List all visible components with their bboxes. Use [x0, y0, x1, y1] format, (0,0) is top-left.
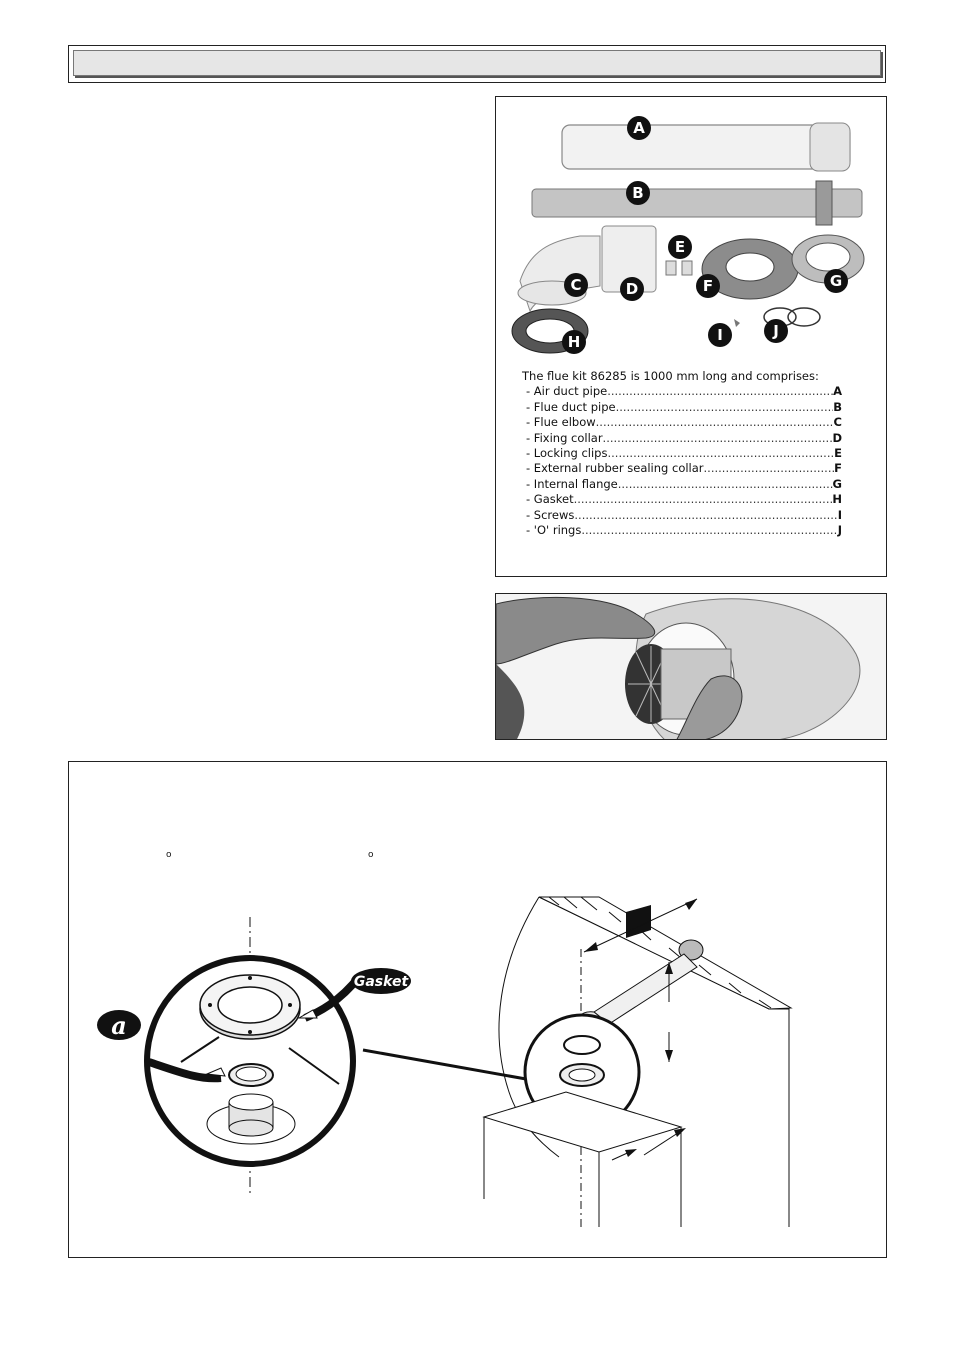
list-item: - Internal flange ..... G — [522, 477, 842, 492]
degree-mark: o — [166, 850, 172, 860]
hands-fitting-collar-illustration — [496, 594, 887, 740]
list-item: - Air duct pipe ..... A — [522, 384, 842, 399]
section-header-title — [73, 50, 881, 76]
photo-label-j: J — [773, 322, 779, 340]
photo-label-a: A — [633, 119, 645, 137]
photo-label-d: D — [625, 280, 639, 298]
flue-kit-photo — [510, 111, 866, 361]
gasket-label: Gasket — [353, 974, 409, 990]
installation-photo — [495, 593, 887, 740]
list-item: - Flue duct pipe ..... B — [522, 400, 842, 415]
flue-installation-diagram — [69, 762, 886, 1257]
flue-kit-panel — [495, 96, 887, 577]
photo-label-b: B — [632, 184, 644, 202]
section-header — [68, 45, 886, 83]
list-item: - 'O' rings ..... J — [522, 523, 842, 538]
list-item: - External rubber sealing collar ..... F — [522, 461, 842, 476]
detail-label-a: a — [111, 1011, 127, 1040]
photo-label-i: I — [717, 326, 723, 344]
installation-diagram-panel — [68, 761, 887, 1258]
list-item: - Locking clips ..... E — [522, 446, 842, 461]
photo-label-g: G — [829, 272, 843, 290]
flue-kit-contents — [522, 369, 842, 538]
list-item: - Flue elbow ..... C — [522, 415, 842, 430]
list-item: - Gasket ..... H — [522, 492, 842, 507]
list-item: - Screws ..... I — [522, 508, 842, 523]
degree-mark: o — [368, 850, 374, 860]
photo-label-f: F — [702, 277, 714, 295]
flue-kit-intro: The flue kit 86285 is 1000 mm long and comprises: — [522, 369, 819, 383]
list-item: - Fixing collar ..... D — [522, 431, 842, 446]
photo-label-h: H — [567, 333, 581, 351]
photo-label-c: C — [570, 276, 582, 294]
photo-label-e: E — [674, 238, 686, 256]
